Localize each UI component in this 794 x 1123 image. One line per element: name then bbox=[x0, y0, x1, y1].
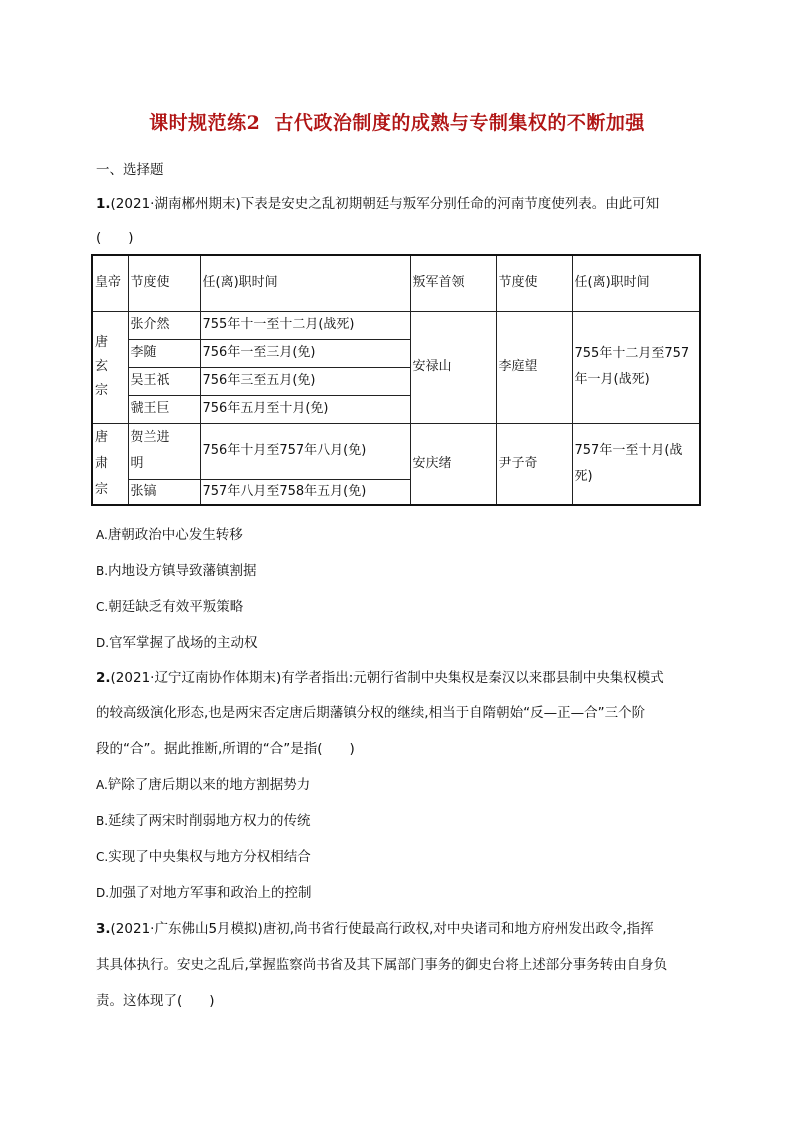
question-1-answer-paren: ( ) bbox=[96, 230, 134, 246]
title-part2: 古代政治制度的成熟与专制集权的不断加强 bbox=[274, 112, 645, 134]
header-cell: 节度使 bbox=[496, 255, 572, 311]
governor-cell: 虢王巨 bbox=[128, 395, 200, 423]
question-3-text-line: 其具体执行。安史之乱后,掌握监察尚书省及其下属部门事务的御史台将上述部分事务转由自身负 bbox=[96, 957, 668, 973]
option-text: 延续了两宋时削弱地方权力的传统 bbox=[108, 813, 311, 829]
term-cell: 755年十一至十二月(战死) bbox=[200, 311, 410, 339]
question-3-number: 3. bbox=[96, 921, 111, 937]
header-cell: 任(离)职时间 bbox=[572, 255, 700, 311]
option-letter: B. bbox=[96, 564, 109, 578]
option-text: 朝廷缺乏有效平叛策略 bbox=[108, 599, 244, 615]
question-3-text-line: 责。这体现了( ) bbox=[96, 993, 215, 1009]
question-2-stem bbox=[96, 666, 664, 686]
question-1-stem bbox=[96, 192, 659, 212]
table-row bbox=[92, 423, 700, 479]
option-letter: D. bbox=[96, 886, 110, 900]
governor-table bbox=[91, 254, 701, 506]
question-2-option-d bbox=[96, 881, 312, 901]
question-2-source: (2021·辽宁辽南协作体期末) bbox=[110, 670, 282, 686]
question-1-text: 下表是安史之乱初期朝廷与叛军分别任命的河南节度使列表。由此可知 bbox=[240, 196, 660, 212]
title-part1: 课时规范练2 bbox=[149, 112, 261, 134]
header-cell: 节度使 bbox=[128, 255, 200, 311]
question-1-option-b bbox=[96, 559, 257, 579]
option-letter: A. bbox=[96, 778, 108, 792]
question-1-number: 1. bbox=[96, 196, 111, 212]
option-text: 铲除了唐后期以来的地方割据势力 bbox=[107, 777, 311, 793]
question-3-text: 唐初,尚书省行使最高行政权,对中央诸司和地方府州发出政令,指挥 bbox=[262, 921, 654, 937]
question-1-option-a bbox=[96, 523, 243, 543]
term-cell: 756年一至三月(免) bbox=[200, 339, 410, 367]
question-2-text-line: 的较高级演化形态,也是两宋否定唐后期藩镇分权的继续,相当于自隋朝始“反—正—合”三个阶 bbox=[96, 705, 646, 721]
option-text: 实现了中央集权与地方分权相结合 bbox=[108, 849, 311, 865]
term-cell: 756年五月至十月(免) bbox=[200, 395, 410, 423]
header-cell: 任(离)职时间 bbox=[200, 255, 410, 311]
page-title bbox=[0, 108, 794, 135]
header-cell: 皇帝 bbox=[92, 255, 128, 311]
rebel-governor-cell: 尹子奇 bbox=[496, 423, 572, 505]
question-2-option-c bbox=[96, 845, 311, 865]
question-3-stem bbox=[96, 917, 654, 937]
option-letter: A. bbox=[96, 528, 108, 542]
question-3-source: (2021·广东佛山5月模拟) bbox=[110, 921, 263, 937]
table-header-row bbox=[92, 255, 700, 311]
question-2-text: 有学者指出:元朝行省制中央集权是秦汉以来郡县制中央集权模式 bbox=[281, 670, 664, 686]
table-row bbox=[92, 311, 700, 339]
rebel-term-cell: 757年一至十月(战死) bbox=[572, 423, 700, 505]
option-text: 加强了对地方军事和政治上的控制 bbox=[109, 885, 312, 901]
governor-cell: 李随 bbox=[128, 339, 200, 367]
question-2-number: 2. bbox=[96, 670, 111, 686]
question-1-option-c bbox=[96, 595, 243, 615]
question-1-option-d bbox=[96, 631, 258, 651]
option-text: 唐朝政治中心发生转移 bbox=[107, 527, 243, 543]
term-cell: 756年三至五月(免) bbox=[200, 367, 410, 395]
rebel-leader-cell: 安禄山 bbox=[410, 311, 496, 423]
section-heading: 一、选择题 bbox=[96, 162, 164, 178]
question-2-option-a bbox=[96, 773, 310, 793]
option-letter: C. bbox=[96, 600, 109, 614]
governor-cell: 张介然 bbox=[128, 311, 200, 339]
option-letter: D. bbox=[96, 636, 110, 650]
emperor-cell: 唐玄宗 bbox=[92, 311, 128, 423]
governor-cell: 贺兰进明 bbox=[128, 423, 200, 479]
emperor-cell: 唐肃宗 bbox=[92, 423, 128, 505]
rebel-leader-cell: 安庆绪 bbox=[410, 423, 496, 505]
term-cell: 756年十月至757年八月(免) bbox=[200, 423, 410, 479]
rebel-governor-cell: 李庭望 bbox=[496, 311, 572, 423]
question-2-option-b bbox=[96, 809, 311, 829]
option-letter: C. bbox=[96, 850, 109, 864]
option-text: 官军掌握了战场的主动权 bbox=[109, 635, 258, 651]
governor-cell: 吴王祇 bbox=[128, 367, 200, 395]
header-cell: 叛军首领 bbox=[410, 255, 496, 311]
term-cell: 757年八月至758年五月(免) bbox=[200, 479, 410, 505]
option-letter: B. bbox=[96, 814, 109, 828]
question-1-source: (2021·湖南郴州期末) bbox=[110, 196, 241, 212]
option-text: 内地设方镇导致藩镇割据 bbox=[108, 563, 257, 579]
governor-cell: 张镐 bbox=[128, 479, 200, 505]
rebel-term-cell: 755年十二月至757年一月(战死) bbox=[572, 311, 700, 423]
question-2-text-line: 段的“合”。据此推断,所谓的“合”是指( ) bbox=[96, 741, 355, 757]
